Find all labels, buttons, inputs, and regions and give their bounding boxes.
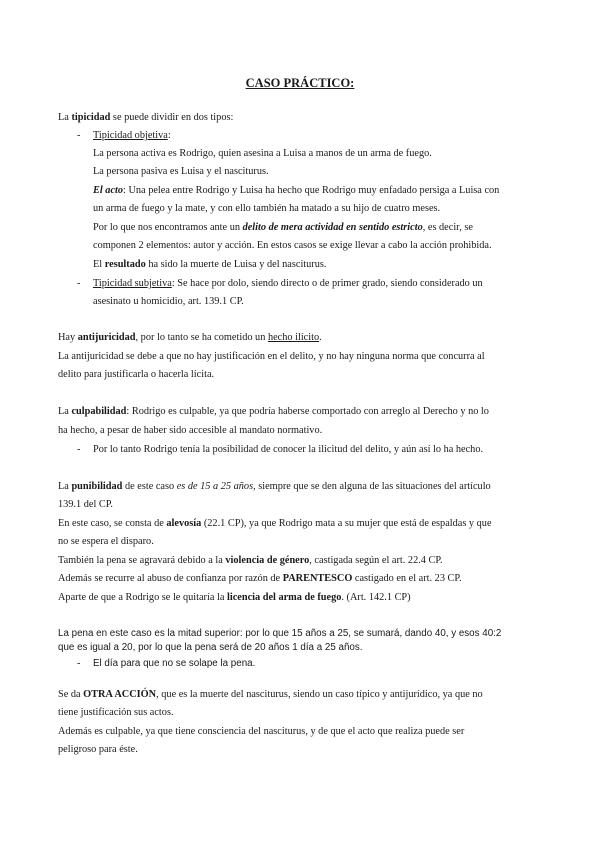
punibilidad-line-2: 139.1 del CP. (58, 499, 113, 510)
document-title: CASO PRÁCTICO: (245, 76, 355, 90)
tipicidad-objetiva-heading: Tipicidad objetiva: (93, 130, 171, 141)
parentesco-line: Además se recurre al abuso de confianza por razón de PARENTESCO castigado en el art. 23 CP. (58, 573, 462, 584)
culpabilidad-bullet: Por lo tanto Rodrigo tenía la posibilidad de conocer la ilicitud del delito, y aún así lo ha hecho. (93, 444, 484, 455)
alevosia-line-2: no se espera el disparo. (58, 536, 154, 547)
violencia-line: También la pena se agravará debido a la violencia de género, castigada según el art. 22.4 CP. (58, 555, 443, 566)
bullet-dash: - (77, 658, 81, 669)
resultado-line: El resultado ha sido la muerte de Luisa y del nasciturus. (93, 259, 327, 270)
otra-accion-line-4: peligroso para éste. (58, 744, 138, 755)
pena-line-1: La pena en este caso es la mitad superior: por lo que 15 años a 25, se sumará, dando 40, y esos 40:2 (58, 628, 502, 639)
acto-line-2: un arma de fuego y la mate, y con ello también ha matado a su hijo de cuatro meses. (93, 203, 441, 214)
licencia-line: Aparte de que a Rodrigo se le quitaría la licencia del arma de fuego. (Art. 142.1 CP) (58, 592, 411, 603)
otra-accion-line-2: tiene justificación sus actos. (58, 707, 174, 718)
pena-bullet: El día para que no se solape la pena. (93, 658, 256, 669)
persona-activa: La persona activa es Rodrigo, quien asesina a Luisa a manos de un arma de fuego. (93, 148, 432, 159)
antijuricidad-line-2: La antijuricidad se debe a que no hay justificación en el delito, y no hay ninguna norma que concurra al (58, 351, 485, 362)
antijuricidad-line-3: delito para justificarla o hacerla lícita. (58, 369, 215, 380)
bullet-dash: - (77, 278, 81, 289)
punibilidad-line-1: La punibilidad de este caso es de 15 a 25 años, siempre que se den alguna de las situaciones del artículo (58, 481, 491, 492)
tipicidad-intro: La tipicidad se puede dividir en dos tipos: (58, 112, 234, 123)
persona-pasiva: La persona pasiva es Luisa y el nasciturus. (93, 166, 269, 177)
pena-line-2: que es igual a 20, por lo que la pena será de 20 años 1 día a 25 años. (58, 642, 363, 653)
bullet-dash: - (77, 444, 81, 455)
culpabilidad-line-1: La culpabilidad: Rodrigo es culpable, ya que podría haberse comportado con arreglo al Derecho y no lo (58, 406, 489, 417)
antijuricidad-line-1: Hay antijuricidad, por lo tanto se ha cometido un hecho ilícito. (58, 332, 322, 343)
otra-accion-line-1: Se da OTRA ACCIÓN, que es la muerte del nasciturus, siendo un caso típico y antijurídico, ya que no (58, 689, 483, 700)
otra-accion-line-3: Además es culpable, ya que tiene consciencia del nasciturus, y de que el acto que realiza puede ser (58, 726, 465, 737)
delito-line-2: componen 2 elementos: autor y acción. En estos casos se exige llevar a cabo la acción prohibida. (93, 240, 492, 251)
alevosia-line-1: En este caso, se consta de alevosía (22.1 CP), ya que Rodrigo mata a su mujer que está de espaldas y que (58, 518, 492, 529)
acto-line-1: El acto: Una pelea entre Rodrigo y Luisa ha hecho que Rodrigo muy enfadado persiga a Luisa con (93, 185, 500, 196)
tipicidad-subjetiva-line-2: asesinato u homicidio, art. 139.1 CP. (93, 296, 244, 307)
culpabilidad-line-2: ha hecho, a pesar de haber sido accesible al mandato normativo. (58, 425, 323, 436)
tipicidad-subjetiva-line-1: Tipicidad subjetiva: Se hace por dolo, siendo directo o de primer grado, siendo considerado un (93, 278, 483, 289)
delito-line-1: Por lo que nos encontramos ante un delito de mera actividad en sentido estricto, es decir, se (93, 222, 473, 233)
bullet-dash: - (77, 130, 81, 141)
